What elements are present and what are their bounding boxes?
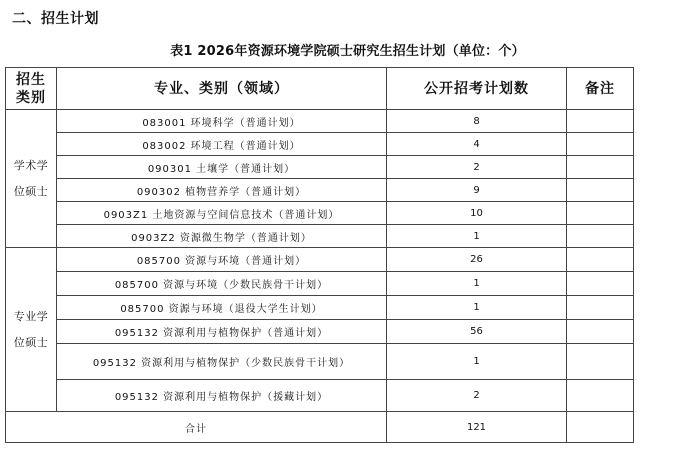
count-cell: 1 xyxy=(387,225,567,248)
header-remarks: 备注 xyxy=(567,68,634,110)
header-category xyxy=(6,68,57,110)
remark-cell xyxy=(567,133,634,156)
count-cell: 26 xyxy=(387,248,567,272)
category-professional xyxy=(6,248,57,412)
category-professional-line2: 位硕士 xyxy=(13,335,49,349)
table-row xyxy=(6,225,634,248)
table-header-row xyxy=(6,68,634,110)
remark-cell xyxy=(567,225,634,248)
count-cell: 8 xyxy=(387,110,567,133)
total-remark xyxy=(567,412,634,443)
count-cell: 10 xyxy=(387,202,567,225)
remark-cell xyxy=(567,156,634,179)
count-cell: 9 xyxy=(387,179,567,202)
count-cell: 2 xyxy=(387,156,567,179)
major-cell: 085700 资源与环境（普通计划） xyxy=(57,248,387,272)
major-cell: 095132 资源利用与植物保护（援藏计划） xyxy=(57,380,387,412)
remark-cell xyxy=(567,320,634,344)
count-cell: 1 xyxy=(387,272,567,296)
major-cell: 085700 资源与环境（少数民族骨干计划） xyxy=(57,272,387,296)
category-academic-line2: 位硕士 xyxy=(13,184,49,198)
remark-cell xyxy=(567,202,634,225)
table-row xyxy=(6,179,634,202)
category-academic-line1: 学术学 xyxy=(13,158,49,172)
header-major: 专业、类别（领域） xyxy=(57,68,387,110)
remark-cell xyxy=(567,179,634,202)
table-caption: 表1 2026年资源环境学院硕士研究生招生计划（单位：个） xyxy=(170,44,525,59)
remark-cell xyxy=(567,344,634,380)
major-cell: 0903Z2 资源微生物学（普通计划） xyxy=(57,225,387,248)
enrollment-plan-table xyxy=(5,67,634,443)
table-row xyxy=(6,380,634,412)
count-cell: 1 xyxy=(387,344,567,380)
table-row xyxy=(6,133,634,156)
major-cell: 095132 资源利用与植物保护（少数民族骨干计划） xyxy=(57,344,387,380)
table-row xyxy=(6,272,634,296)
header-plan-count: 公开招考计划数 xyxy=(387,68,567,110)
header-category-line2: 类别 xyxy=(16,89,46,106)
remark-cell xyxy=(567,248,634,272)
count-cell: 56 xyxy=(387,320,567,344)
table-row xyxy=(6,156,634,179)
total-label: 合计 xyxy=(6,412,387,443)
major-cell: 083002 环境工程（普通计划） xyxy=(57,133,387,156)
header-category-line1: 招生 xyxy=(16,71,46,88)
count-cell: 1 xyxy=(387,296,567,320)
category-academic xyxy=(6,110,57,248)
table-row xyxy=(6,202,634,225)
table-row xyxy=(6,344,634,380)
category-professional-line1: 专业学 xyxy=(13,309,49,323)
total-row xyxy=(6,412,634,443)
major-cell: 095132 资源利用与植物保护（普通计划） xyxy=(57,320,387,344)
remark-cell xyxy=(567,272,634,296)
remark-cell xyxy=(567,380,634,412)
major-cell: 0903Z1 土地资源与空间信息技术（普通计划） xyxy=(57,202,387,225)
total-count: 121 xyxy=(387,412,567,443)
count-cell: 4 xyxy=(387,133,567,156)
remark-cell xyxy=(567,296,634,320)
count-cell: 2 xyxy=(387,380,567,412)
table-row xyxy=(6,248,634,272)
major-cell: 083001 环境科学（普通计划） xyxy=(57,110,387,133)
remark-cell xyxy=(567,110,634,133)
section-heading: 二、招生计划 xyxy=(12,11,99,27)
major-cell: 090302 植物营养学（普通计划） xyxy=(57,179,387,202)
table-row xyxy=(6,296,634,320)
major-cell: 090301 土壤学（普通计划） xyxy=(57,156,387,179)
major-cell: 085700 资源与环境（退役大学生计划） xyxy=(57,296,387,320)
table-row xyxy=(6,110,634,133)
table-row xyxy=(6,320,634,344)
